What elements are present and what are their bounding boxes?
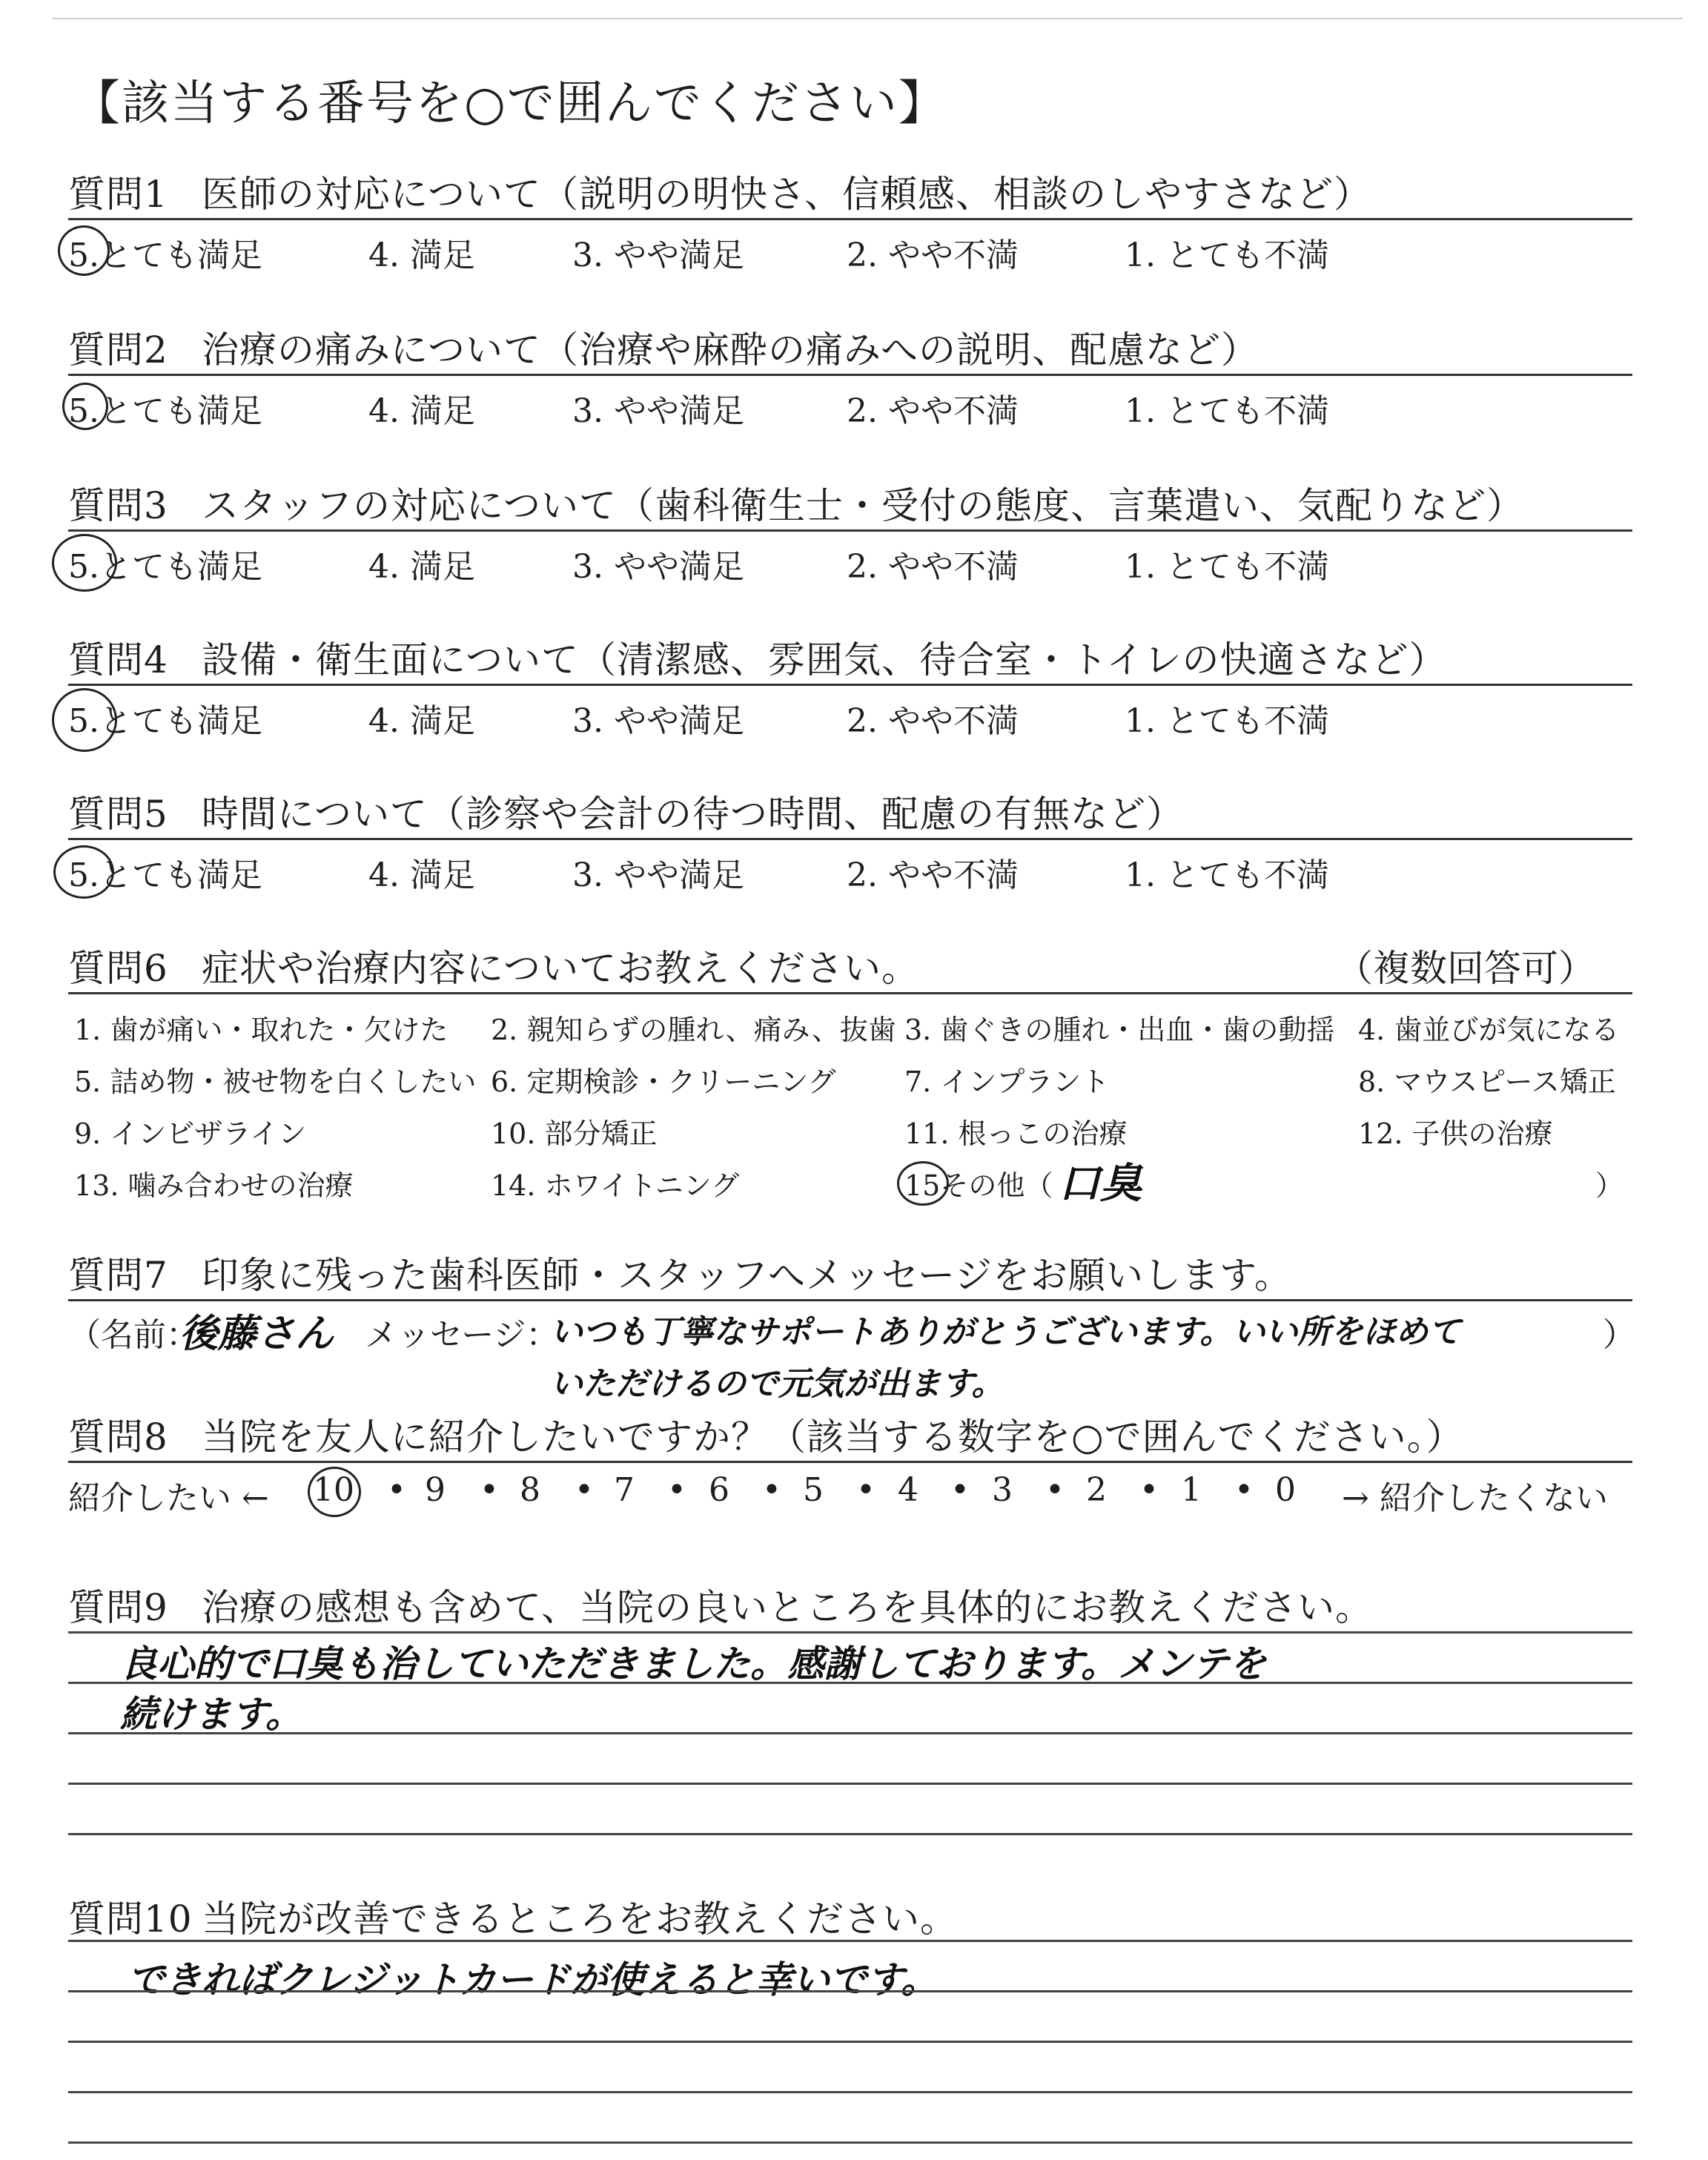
scale-separator: •	[480, 1471, 499, 1509]
q7-name-value: 後藤さん	[179, 1312, 334, 1356]
question-8-number: 質問8	[68, 1416, 168, 1459]
q6-item-9[interactable]: 9. インビザライン	[74, 1117, 307, 1150]
scale-3[interactable]: 3	[992, 1471, 1013, 1509]
answer-line	[68, 1990, 1632, 1992]
q6-item-15[interactable]: 15その他（	[904, 1169, 1053, 1202]
question-6-text: 症状や治療内容についてお教えください。	[202, 947, 919, 990]
scale-separator: •	[762, 1471, 781, 1509]
scale-separator: •	[387, 1471, 406, 1509]
scale-6[interactable]: 6	[709, 1471, 729, 1509]
scale-left-label: 紹介したい ←	[68, 1479, 269, 1517]
question-1-number: 質問1	[68, 173, 168, 216]
q3-option-2[interactable]: 2. やや不満	[847, 548, 1019, 586]
question-3-rule	[68, 529, 1632, 532]
question-8-text: 当院を友人に紹介したいですか？（該当する数字を○で囲んでください。）	[202, 1416, 1464, 1459]
survey-header: 【該当する番号を○で囲んでください】	[73, 76, 947, 131]
scale-separator: •	[950, 1471, 970, 1509]
answer-line	[68, 2091, 1632, 2093]
scale-separator: •	[1045, 1471, 1065, 1509]
answer-line	[68, 1631, 1632, 1634]
q7-message-label: メッセージ：	[365, 1316, 559, 1354]
question-6-rule	[68, 992, 1632, 994]
question-10-number: 質問10	[68, 1898, 193, 1941]
question-6-title	[68, 939, 919, 992]
q3-option-1[interactable]: 1. とても不満	[1125, 548, 1329, 586]
question-5-number: 質問5	[68, 793, 168, 836]
q6-item-12[interactable]: 12. 子供の治療	[1358, 1117, 1553, 1150]
q5-option-1[interactable]: 1. とても不満	[1125, 856, 1329, 894]
question-9-text: 治療の感想も含めて、当院の良いところを具体的にお教えください。	[202, 1586, 1373, 1629]
question-2-number: 質問2	[68, 328, 168, 371]
scale-10[interactable]: 10	[313, 1471, 354, 1509]
q2-option-2[interactable]: 2. やや不満	[847, 392, 1019, 430]
question-5-text: 時間について（診察や会計の待つ時間、配慮の有無など）	[202, 793, 1184, 836]
q5-option-3[interactable]: 3. やや満足	[572, 856, 744, 894]
q6-item-7[interactable]: 7. インプラント	[904, 1066, 1110, 1098]
question-3-number: 質問3	[68, 484, 168, 527]
question-7-rule	[68, 1299, 1632, 1301]
scale-4[interactable]: 4	[898, 1471, 918, 1509]
q6-item-4[interactable]: 4. 歯並びが気になる	[1358, 1014, 1620, 1046]
q6-item-3[interactable]: 3. 歯ぐきの腫れ・出血・歯の動揺	[904, 1014, 1335, 1046]
scale-2[interactable]: 2	[1086, 1471, 1107, 1509]
q7-message-line-1: いつも丁寧なサポートありがとうございます。いい所をほめて	[550, 1313, 1461, 1351]
q2-option-5[interactable]: 5.とても満足	[68, 392, 262, 430]
question-3-text: スタッフの対応について（歯科衛生士・受付の態度、言葉遣い、気配りなど）	[202, 484, 1524, 527]
q6-item-6[interactable]: 6. 定期検診・クリーニング	[491, 1066, 836, 1098]
top-border	[52, 18, 1683, 19]
q3-option-5[interactable]: 5.とても満足	[68, 548, 262, 586]
scale-0[interactable]: 0	[1275, 1471, 1296, 1509]
q4-option-4[interactable]: 4. 満足	[368, 702, 475, 740]
question-2-text: 治療の痛みについて（治療や麻酔の痛みへの説明、配慮など）	[202, 328, 1259, 371]
question-8-title	[68, 1407, 1464, 1461]
question-7-title	[68, 1246, 1292, 1299]
q6-item-10[interactable]: 10. 部分矯正	[491, 1117, 658, 1150]
q4-option-1[interactable]: 1. とても不満	[1125, 702, 1329, 740]
q4-option-5[interactable]: 5.とても満足	[68, 702, 262, 740]
question-5-title	[68, 785, 1184, 838]
q6-other-answer: 口臭	[1059, 1160, 1142, 1208]
q6-item-1[interactable]: 1. 歯が痛い・取れた・欠けた	[74, 1014, 448, 1046]
scale-separator: •	[575, 1471, 594, 1509]
question-10-text: 当院が改善できるところをお教えください。	[202, 1898, 958, 1941]
question-1-rule	[68, 218, 1632, 220]
question-9-number: 質問9	[68, 1586, 168, 1629]
question-6-number: 質問6	[68, 947, 168, 990]
q9-answer-line-1: 良心的で口臭も治していただきました。感謝しております。メンテを	[120, 1642, 1266, 1685]
multiple-answer-note: （複数回答可）	[1336, 947, 1595, 990]
answer-line	[68, 1783, 1632, 1785]
answer-line	[68, 2141, 1632, 2144]
q6-item-13[interactable]: 13. 噛み合わせの治療	[74, 1169, 354, 1202]
question-4-text: 設備・衛生面について（清潔感、雰囲気、待合室・トイレの快適さなど）	[202, 638, 1447, 681]
recommend-scale	[68, 1471, 1632, 1516]
scale-1[interactable]: 1	[1181, 1471, 1202, 1509]
question-4-number: 質問4	[68, 638, 168, 681]
question-1-text: 医師の対応について（説明の明快さ、信頼感、相談のしやすさなど）	[202, 173, 1371, 216]
q6-item-11[interactable]: 11. 根っこの治療	[904, 1117, 1128, 1150]
q3-option-4[interactable]: 4. 満足	[368, 548, 475, 586]
q6-close-paren: ）	[1595, 1169, 1624, 1202]
answer-line	[68, 1940, 1632, 1942]
question-10-title	[68, 1889, 958, 1943]
q2-option-1[interactable]: 1. とても不満	[1125, 392, 1329, 430]
q6-item-8[interactable]: 8. マウスピース矯正	[1358, 1066, 1616, 1098]
answer-line	[68, 1833, 1632, 1835]
q6-item-5[interactable]: 5. 詰め物・被せ物を白くしたい	[74, 1066, 477, 1098]
q1-option-2[interactable]: 2. やや不満	[847, 237, 1019, 274]
q1-option-1[interactable]: 1. とても不満	[1125, 237, 1329, 274]
q1-option-4[interactable]: 4. 満足	[368, 237, 475, 274]
scale-separator: •	[1234, 1471, 1254, 1509]
question-9-title	[68, 1578, 1373, 1631]
q1-option-3[interactable]: 3. やや満足	[572, 237, 744, 274]
q5-option-4[interactable]: 4. 満足	[368, 856, 475, 894]
q7-close-paren: ）	[1603, 1316, 1635, 1354]
question-1-title	[68, 165, 1371, 218]
q7-name-label: （名前：	[68, 1316, 199, 1354]
scale-8[interactable]: 8	[520, 1471, 540, 1509]
scale-5[interactable]: 5	[803, 1471, 824, 1509]
answer-line	[68, 2041, 1632, 2043]
q6-item-14[interactable]: 14. ホワイトニング	[491, 1169, 740, 1202]
q4-option-3[interactable]: 3. やや満足	[572, 702, 744, 740]
q5-option-2[interactable]: 2. やや不満	[847, 856, 1019, 894]
question-2-rule	[68, 374, 1632, 376]
scale-separator: •	[1139, 1471, 1159, 1509]
scale-right-label: → 紹介したくない	[1342, 1479, 1608, 1517]
question-4-title	[68, 630, 1447, 684]
q4-option-2[interactable]: 2. やや不満	[847, 702, 1019, 740]
q1-option-5[interactable]: 5.とても満足	[68, 237, 262, 274]
question-2-title	[68, 320, 1259, 374]
q10-answer-line-1: できればクレジットカードが使えると幸いです。	[128, 1958, 939, 2001]
scale-7[interactable]: 7	[614, 1471, 635, 1509]
q2-option-4[interactable]: 4. 満足	[368, 392, 475, 430]
scale-separator: •	[856, 1471, 875, 1509]
q7-message-line-2: いただけるので元気が出ます。	[550, 1365, 1004, 1403]
question-7-number: 質問7	[68, 1254, 168, 1297]
question-3-title	[68, 476, 1524, 529]
answer-line	[68, 1682, 1632, 1684]
question-7-text: 印象に残った歯科医師・スタッフへメッセージをお願いします。	[202, 1254, 1292, 1297]
q5-option-5[interactable]: 5.とても満足	[68, 856, 262, 894]
q3-option-3[interactable]: 3. やや満足	[572, 548, 744, 586]
question-5-rule	[68, 838, 1632, 840]
question-8-rule	[68, 1461, 1632, 1463]
answer-line	[68, 1732, 1632, 1734]
question-4-rule	[68, 684, 1632, 686]
q2-option-3[interactable]: 3. やや満足	[572, 392, 744, 430]
scale-separator: •	[667, 1471, 686, 1509]
q9-answer-line-2: 続けます。	[120, 1693, 302, 1736]
scale-9[interactable]: 9	[425, 1471, 446, 1509]
q6-item-2[interactable]: 2. 親知らずの腫れ、痛み、抜歯	[491, 1014, 896, 1046]
